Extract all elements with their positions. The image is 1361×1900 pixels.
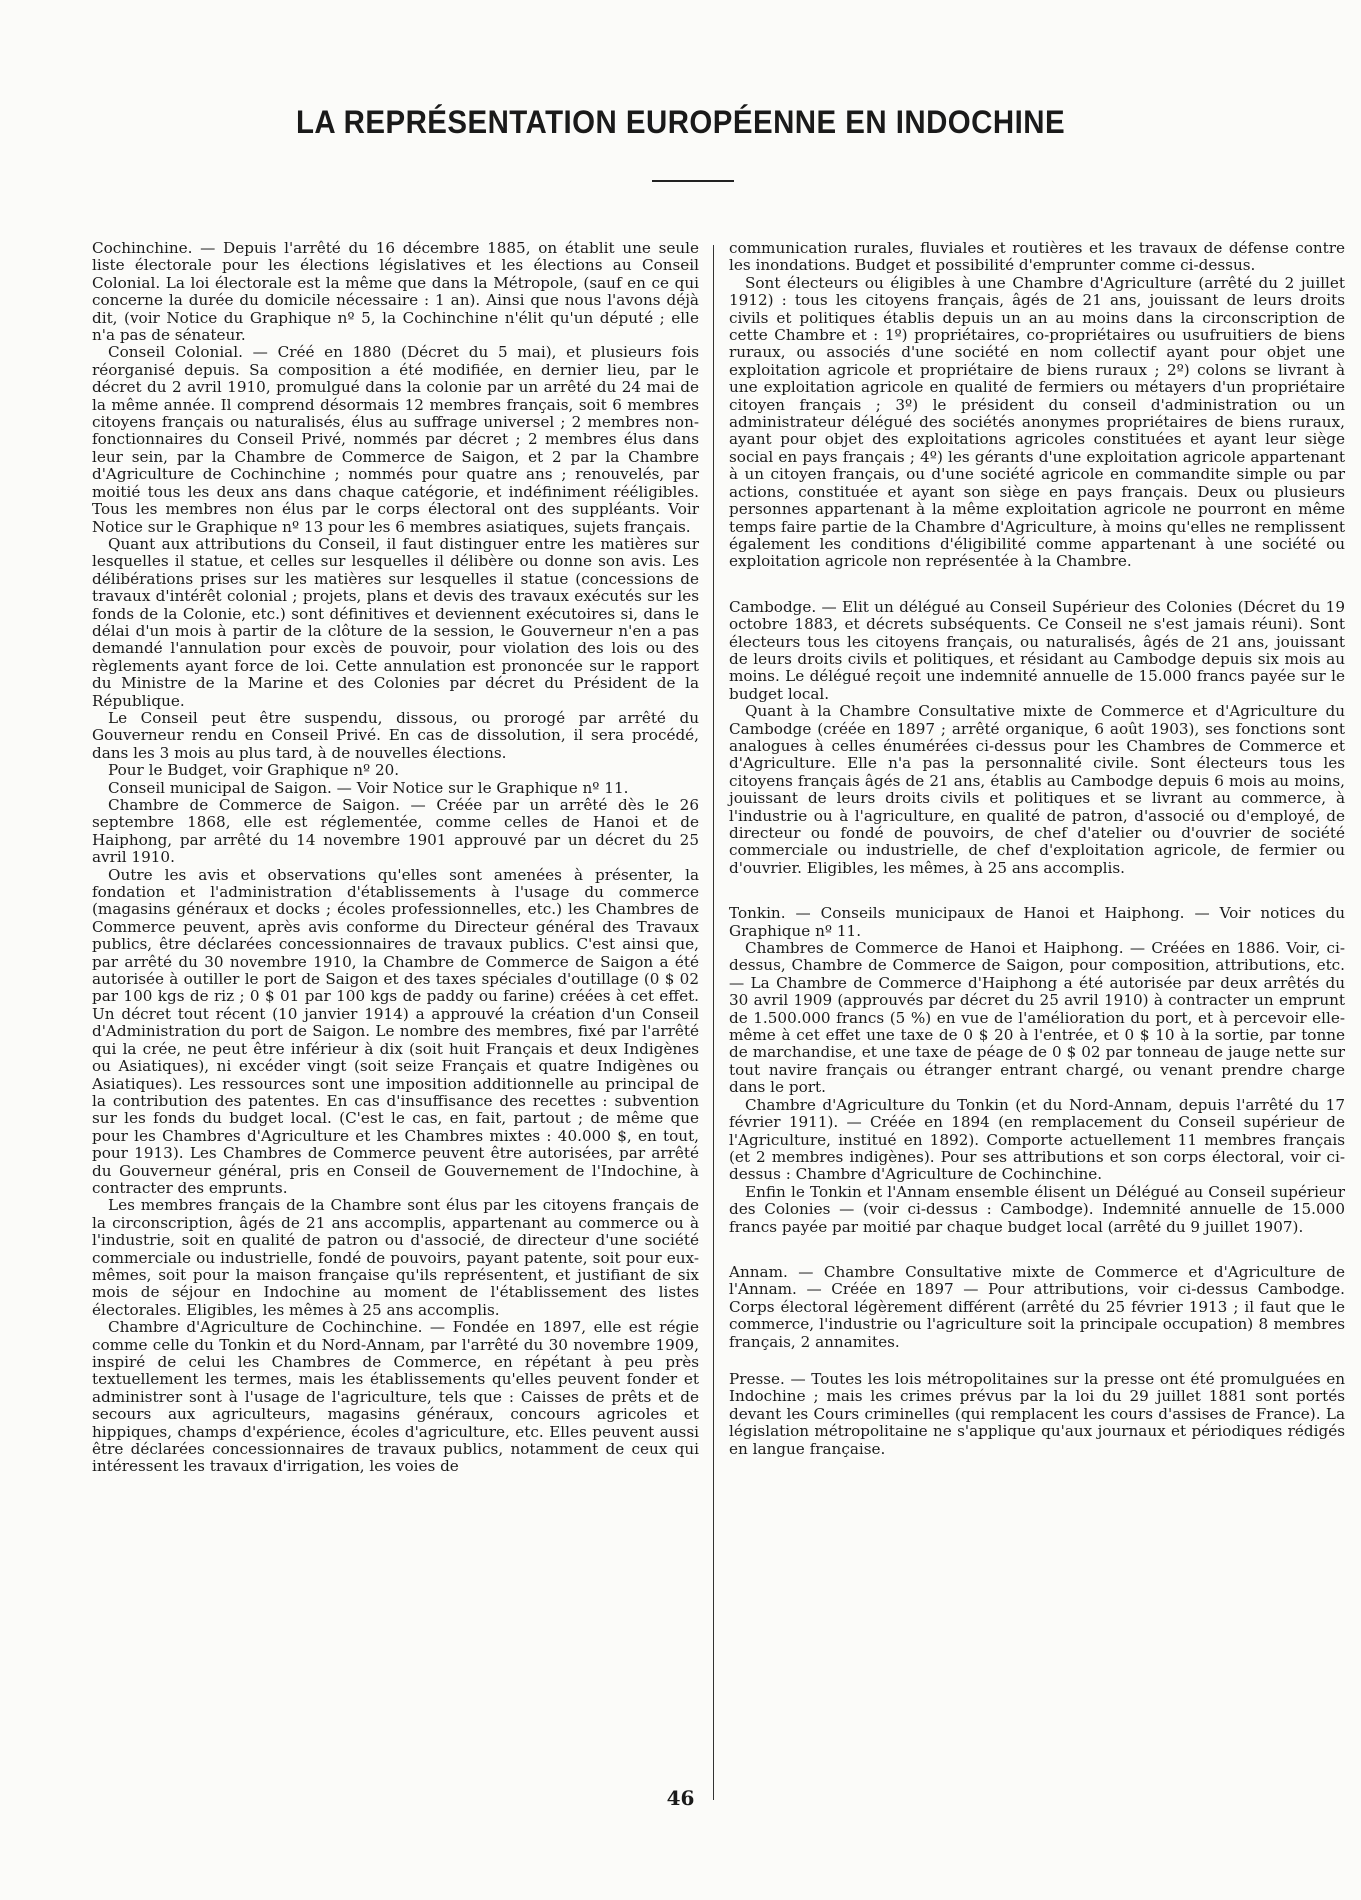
paragraph-chambre-cambodge: Quant à la Chambre Consultative mixte de Commerce et d'Agriculture du Cambodge (créée en 1897 ; arrêté organique, 6 août 1903), ses fonctions sont analogues à celles énumérées ci-dessus pour les Chambres de Commerce et d'Agriculture. Elle n'a pas la personnalité civile. Sont électeurs tous les citoyens français âgés de 21 ans, établis au Cambodge depuis 6 mois au moins, jouissant de leurs droits civils et politiques et se livrant au commerce, à l'industrie ou à l'agriculture, en qualité de patron, d'associé ou d'employé, de directeur ou fondé de pouvoirs, de chef d'atelier ou d'ouvrier de société commerciale ou industrielle, de chef d'exploitation agricole, de fermier ou d'ouvrier. Eligibles, les mêmes, à 25 ans accomplis. <box>729 702 1345 877</box>
paragraph-suspension: Le Conseil peut être suspendu, dissous, ou prorogé par arrêté du Gouverneur rendu en Conseil Privé. En cas de dissolution, il sera procédé, dans les 3 mois au plus tard, à de nouvelles élections. <box>92 708 699 762</box>
paragraph-presse: Presse. — Toutes les lois métropolitaines sur la presse ont été promulguées en Indochine ; mais les crimes prévus par la loi du 29 juillet 1881 sont portés devant les Cours criminelles (qui remplacent les cours d'assises de France). La législation métropolitaine ne s'applique qu'aux journaux et périodiques rédigés en langue française. <box>729 1369 1345 1458</box>
paragraph-attributions: Quant aux attributions du Conseil, il faut distinguer entre les matières sur lesquelles il statue, et celles sur lesquelles il délibère ou donne son avis. Les délibérations prises sur les matières sur lesquelles il statue (concessions de travaux d'intérêt colonial ; projets, plans et devis des travaux exécutés sur les fonds de la Colonie, etc.) sont définitives et deviennent exécutoires si, dans le délai d'un mois à partir de la clôture de la session, le Gouverneur n'en a pas demandé l'annulation pour excès de pouvoir, pour violation des lois ou des règlements ayant force de loi. Cette annulation est prononcée sur le rapport du Ministre de la Marine et des Colonies par décret du Président de la République. <box>92 534 699 710</box>
paragraph-conseil-colonial: Conseil Colonial. — Créé en 1880 (Décret du 5 mai), et plusieurs fois réorganisé depuis. Sa composition a été modifiée, en dernier lieu, par le décret du 2 avril 1910, promulgué dans la colonie par un arrêté du 24 mai de la même année. Il comprend désormais 12 membres français, soit 6 membres citoyens français ou naturalisés, élus au suffrage universel ; 2 membres non-fonctionnaires du Conseil Privé, nommés par décret ; 2 membres élus dans leur sein, par la Chambre de Commerce de Saigon, et 2 par la Chambre d'Agriculture de Cochinchine ; nommés pour quatre ans ; renouvelés, par moitié tous les deux ans dans chaque catégorie, et indéfiniment rééligibles. Tous les membres non élus par le corps électoral ont des suppléants. Voir Notice sur le Graphique nº 13 pour les 6 membres asiatiques, sujets français. <box>92 343 699 536</box>
page-title: LA REPRÉSENTATION EUROPÉENNE EN INDOCHINE <box>295 104 1066 140</box>
title-rule <box>652 180 734 182</box>
paragraph-tonkin: Tonkin. — Conseils municipaux de Hanoi et Haiphong. — Voir notices du Graphique nº 11. <box>729 904 1345 940</box>
paragraph-annam: Annam. — Chambre Consultative mixte de Commerce et d'Agriculture de l'Annam. — Créée en 1897 — Pour attributions, voir ci-dessus Cambodge. Corps électoral légèrement différent (arrêté du 25 février 1913 ; il faut que le commerce, l'industrie ou l'agriculture soit la principale occupation) 8 membres français, 2 annamites. <box>729 1262 1345 1351</box>
column-divider <box>713 245 714 1800</box>
paragraph-chambres-hanoi-haiphong: Chambres de Commerce de Hanoi et Haiphong. — Créées en 1886. Voir, ci-dessus, Chambre de Commerce de Saigon, pour composition, attributions, etc. — La Chambre de Commerce d'Haiphong a été autorisée par deux arrêtés du 30 avril 1909 (approuvés par décret du 25 avril 1910) à contracter un emprunt de 1.500.000 francs (5 %) en vue de l'amélioration du port, et à percevoir elle-même à cet effet une taxe de 0 $ 20 à l'entrée, et 0 $ 10 à la sortie, par tonne de marchandise, et une taxe de péage de 0 $ 02 par tonneau de jauge nette sur tout navire français ou étranger entrant chargé, ou venant prendre charge dans le port. <box>729 939 1345 1097</box>
paragraph-cambodge: Cambodge. — Elit un délégué au Conseil Supérieur des Colonies (Décret du 19 octobre 1883, et décrets subséquents. Ce Conseil ne s'est jamais réuni). Sont électeurs tous les citoyens français, ou naturalisés, âgés de 21 ans, jouissant de leurs droits civils et politiques, et résidant au Cambodge depuis six mois au moins. Le délégué reçoit une indemnité annuelle de 15.000 francs payée sur le budget local. <box>729 597 1345 703</box>
paragraph-communication: communication rurales, fluviales et routières et les travaux de défense contre les inondations. Budget et possibilité d'emprunter comme ci-dessus. <box>729 239 1345 275</box>
left-column <box>92 240 699 1476</box>
paragraph-agriculture-tonkin: Chambre d'Agriculture du Tonkin (et du Nord-Annam, depuis l'arrêté du 17 février 1911). — Créée en 1894 (en remplacement du Conseil supérieur de l'Agriculture, institué en 1892). Comporte actuellement 11 membres français (et 2 membres indigènes). Pour ses attributions et son corps électoral, voir ci-dessus : Chambre d'Agriculture de Cochinchine. <box>729 1095 1345 1184</box>
page-number: 46 <box>666 1786 695 1810</box>
paragraph-avis-observations: Outre les avis et observations qu'elles sont amenées à présenter, la fondation et l'administration d'établissements à l'usage du commerce (magasins généraux et docks ; écoles professionnelles, etc.) les Chambres de Commerce peuvent, après avis conforme du Directeur général des Travaux publics, être déclarées concessionnaires de travaux publics. C'est ainsi que, par arrêté du 30 novembre 1910, la Chambre de Commerce de Saigon a été autorisée à outiller le port de Saigon et des taxes spéciales d'outillage (0 $ 02 par 100 kgs de riz ; 0 $ 01 par 100 kgs de paddy ou farine) créées à cet effet. Un décret tout récent (10 janvier 1914) a approuvé la création d'un Conseil d'Administration du port de Saigon. Le nombre des membres, fixé par l'arrêté qui la crée, ne peut être inférieur à dix (soit huit Français et deux Indigènes ou Asiatiques), ni excéder vingt (soit seize Français et quatre Indigènes ou Asiatiques). Les ressources sont une imposition additionnelle au principal de la contribution des patentes. En cas d'insuffisance des recettes : subvention sur les fonds du budget local. (C'est le cas, en fait, partout ; de même que pour les Chambres d'Agriculture et les Chambres mixtes : 40.000 $, en tout, pour 1913). Les Chambres de Commerce peuvent être autorisées, par arrêté du Gouverneur général, pris en Conseil de Gouvernement de l'Indochine, à contracter des emprunts. <box>92 865 699 1197</box>
paragraph-budget: Pour le Budget, voir Graphique nº 20. <box>108 761 400 780</box>
paragraph-chambre-agriculture: Chambre d'Agriculture de Cochinchine. — Fondée en 1897, elle est régie comme celle du Tonkin et du Nord-Annam, par l'arrêté du 30 novembre 1909, inspiré de celui les Chambres de Commerce, en répétant à peu près textuellement les termes, mais les établissements qu'elles peuvent fonder et administrer sont à l'usage de l'agriculture, tels que : Caisses de prêts et de secours aux agriculteurs, magasins généraux, concours agricoles et hippiques, champs d'expérience, écoles d'agriculture, etc. Elles peuvent aussi être déclarées concessionnaires de travaux publics, notamment de ceux qui intéressent les travaux d'irrigation, les voies de <box>92 1318 699 1476</box>
paragraph-electeurs-agriculture: Sont électeurs ou éligibles à une Chambre d'Agriculture (arrêté du 2 juillet 1912) : tous les citoyens français, âgés de 21 ans, jouissant de leurs droits civils et politiques établis depuis un an au moins dans la circonscription de cette Chambre et : 1º) propriétaires, co-propriétaires ou usufruitiers de biens ruraux, ou associés d'une société en nom collectif ayant pour objet une exploitation agricole et propriétaire de biens ruraux ; 2º) colons se livrant à une exploitation agricole en qualité de fermiers ou métayers d'un propriétaire citoyen français ; 3º) le président du conseil d'administration ou un administrateur délégué des sociétés anonymes propriétaires de biens ruraux, ayant pour objet des exploitations agricoles constituées et ayant leur siège social en pays français ; 4º) les gérants d'une exploitation agricole appartenant à un citoyen français, ou d'une société agricole en commandite simple ou par actions, constituée et ayant son siège en pays français. Deux ou plusieurs personnes appartenant à la même exploitation agricole ne pourront en même temps faire partie de la Chambre d'Agriculture, à moins qu'elles ne remplissent également les conditions d'éligibilité comme appartenant à une société ou exploitation agricole non représentée à la Chambre. <box>729 273 1345 571</box>
paragraph-delegue-tonkin-annam: Enfin le Tonkin et l'Annam ensemble élisent un Délégué au Conseil supérieur des Colonies — (voir ci-dessus : Cambodge). Indemnité annuelle de 15.000 francs payée par moitié par chaque budget local (arrêté du 9 juillet 1907). <box>729 1182 1345 1236</box>
paragraph-chambre-commerce: Chambre de Commerce de Saigon. — Créée par un arrêté dès le 26 septembre 1868, elle est réglementée, comme celles de Hanoi et de Haiphong, par arrêté du 14 novembre 1901 approuvé par un décret du 25 avril 1910. <box>92 796 699 867</box>
right-column <box>729 240 1345 1458</box>
paragraph-membres-francais: Les membres français de la Chambre sont élus par les citoyens français de la circonscription, âgés de 21 ans accomplis, appartenant au commerce ou à l'industrie, soit en qualité de patron ou d'associé, de directeur d'une société commerciale ou industrielle, fondé de pouvoirs, payant patente, soit pour eux-mêmes, soit pour la maison française qu'ils représentent, et justifiant de six mois de séjour en Indochine au moment de l'établissement des listes électorales. Eligibles, les mêmes à 25 ans accomplis. <box>92 1196 699 1319</box>
paragraph-conseil-municipal: Conseil municipal de Saigon. — Voir Notice sur le Graphique nº 11. <box>108 778 629 797</box>
paragraph-cochinchine: Cochinchine. — Depuis l'arrêté du 16 décembre 1885, on établit une seule liste électorale pour les élections législatives et les élections au Conseil Colonial. La loi électorale est la même que dans la Métropole, (sauf en ce qui concerne la durée du domicile nécessaire : 1 an). Ainsi que nous l'avons déjà dit, (voir Notice du Graphique nº 5, la Cochinchine n'élit qu'un député ; elle n'a pas de sénateur. <box>92 239 699 345</box>
